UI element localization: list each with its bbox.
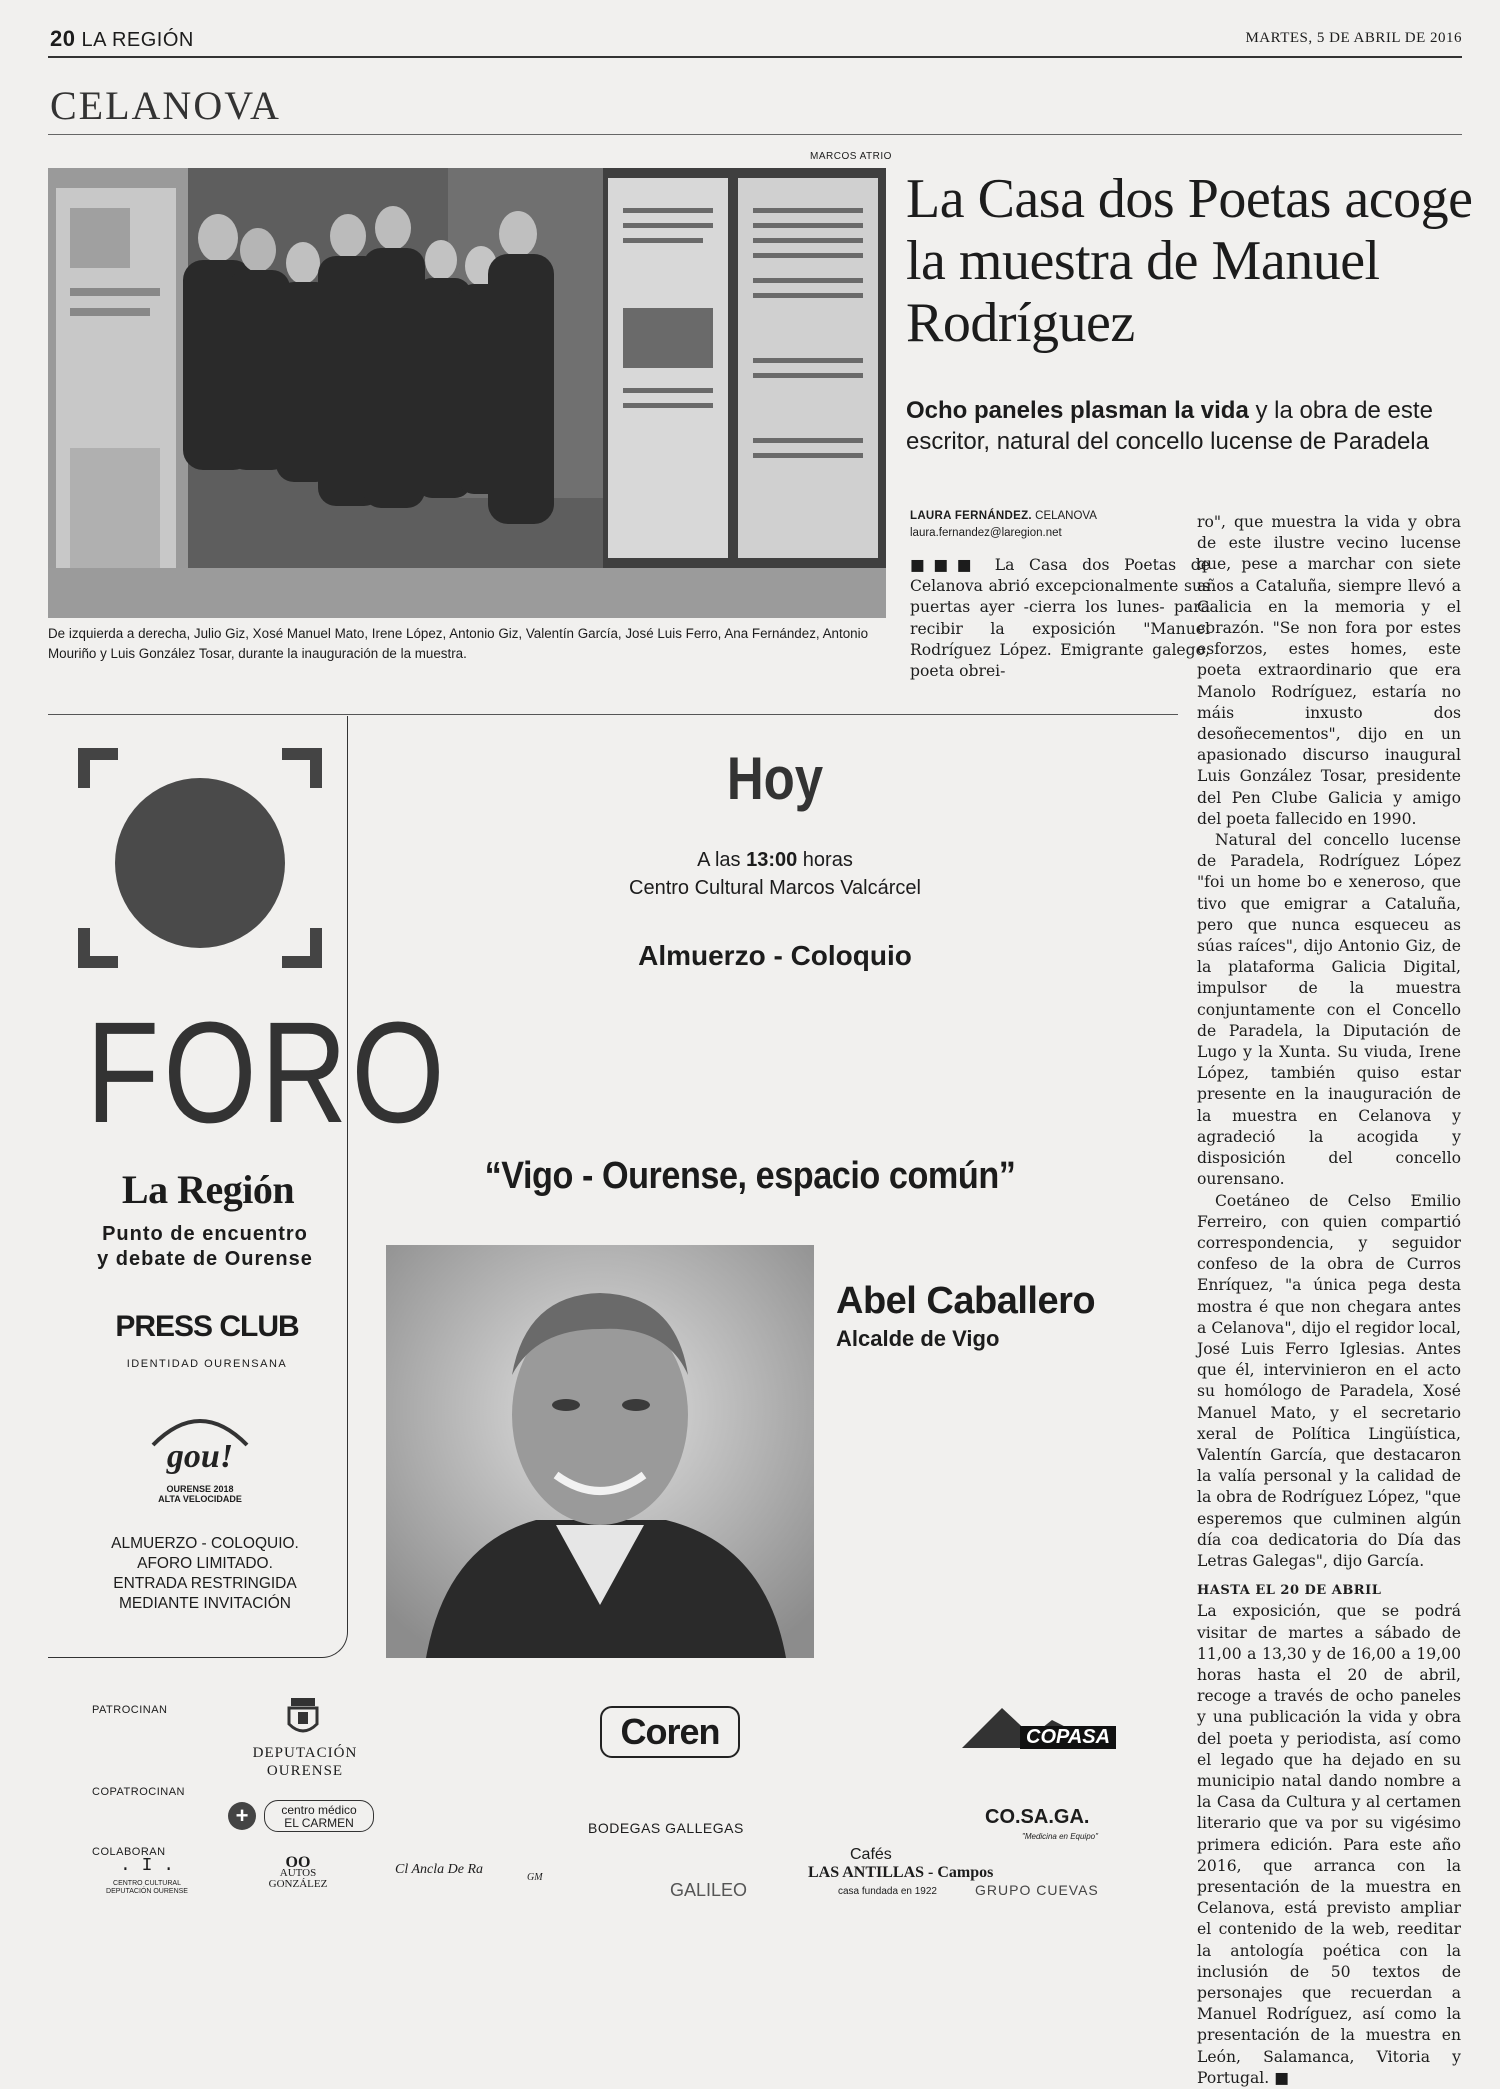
body-paragraph: Coetáneo de Celso Emilio Ferreiro, con quien compartió correspondencia, y seguidor confeso de la obra de Curros Enríquez, "a única pega desta mostra é que non chegara antes a Celanova", dijo el regidor local, José Luis Ferro Iglesias. Antes que él, intervinieron en el acto su homólogo de Paradela, Xosé Manuel Mato, y el secretario xeral de Política Lingüística, Valentín García, que destacaron la valía personal y la calidad de la obra de Rodríguez López, "que esperemos que culminen algún día coa dedicatoria do Día das Letras Galegas", dijo García. [1197,1191,1461,1570]
group-photo [48,168,886,618]
cc-line-2: DEPUTACIÓN OURENSE [106,1888,188,1895]
deputacion-line-2: OURENSE [266,1763,344,1779]
press-club-subtitle: IDENTIDAD OURENSANA [126,1358,288,1370]
speaker-portrait-illustration [386,1245,814,1658]
centro-cultural-logo [92,1880,202,1896]
note-line: MEDIANTE INVITACIÓN [119,1595,291,1612]
frame-corner-br [282,928,322,968]
byline [910,508,1097,542]
event-title: “Vigo - Ourense, espacio común” [484,1155,1016,1197]
cosaga-logo: CO.SA.GA. [985,1806,1090,1828]
article-subhead [906,395,1476,457]
page-folio [50,26,194,52]
body-paragraph [1197,1601,1461,2089]
deputacion-line-1: DEPUTACIÓN [252,1745,358,1761]
cc-line-1: CENTRO CULTURAL [113,1880,181,1887]
note-line: AFORO LIMITADO. [137,1555,273,1572]
paper-name: LA REGIÓN [81,29,194,51]
gou-wordmark: gou! [166,1438,234,1475]
label-colaboran: COLABORAN [92,1846,166,1858]
event-venue: Centro Cultural Marcos Valcárcel [629,877,921,899]
lead-text: La Casa dos Poetas de Celanova abrió excepcionalmente sus puertas ayer -cierra los lunes- para recibir la exposición "Manuel Rodríguez López. Emigrante galego, poeta obrei- [910,556,1210,681]
speaker-role: Alcalde de Vigo [836,1326,1000,1351]
centro-cultural-mark: . I . [119,1856,174,1876]
foro-logo-circle [115,778,285,948]
carmen-line-1: centro médico [281,1803,357,1817]
lead-mark: ■■■ [910,555,981,574]
foro-brand: FORO [86,992,449,1154]
cafes-label: Cafés [850,1846,892,1863]
gou-subtitle [120,1484,280,1504]
section-rule [48,134,1462,135]
gou-sub-2: ALTA VELOCIDADE [158,1494,242,1504]
coren-logo: Coren [600,1706,740,1758]
article-column-2 [1197,512,1461,2089]
issue-date: MARTES, 5 DE ABRIL DE 2016 [1245,30,1462,46]
author-email[interactable]: laura.fernandez@laregion.net [910,527,1062,539]
body-subtitle: HASTA EL 20 DE ABRIL [1197,1583,1382,1599]
cosaga-tagline: "Medicina en Equipo" [1022,1832,1098,1841]
ad-top-rule [48,714,1178,715]
photo-credit: MARCOS ATRIO [810,151,892,162]
event-time [560,846,990,874]
subhead-bold: Ocho paneles plasman la vida [906,397,1249,424]
photo-caption: De izquierda a derecha, Julio Giz, Xosé Manuel Mato, Irene López, Antonio Giz, Valentín García, José Luis Ferro, Ana Fernández, Antonio Mouriño y Luis González Tosar, durante la inauguración de la muestra. [48,626,869,661]
ad-access-note [70,1534,340,1614]
autos-line-2: GONZÁLEZ [268,1878,328,1890]
bodegas-gallegas-logo: BODEGAS GALLEGAS [588,1820,744,1836]
cafes-founded: casa fundada en 1922 [838,1886,937,1897]
end-mark: ■ [1274,2068,1289,2087]
lead-paragraph [910,554,1210,682]
autos-line-1: AUTOS [279,1867,317,1879]
event-type: Almuerzo - Coloquio [638,940,912,971]
frame-corner-bl [78,928,118,968]
article-column-1 [910,554,1210,682]
page-number: 20 [50,26,76,51]
time-prefix: A las [697,849,747,871]
autos-gonzalez-icon: OO [285,1854,311,1871]
plus-icon: + [228,1802,256,1830]
label-copatrocinan: COPATROCINAN [92,1786,185,1798]
author-name: LAURA FERNÁNDEZ. [910,510,1032,522]
tagline-line-2: y debate de Ourense [97,1248,313,1270]
body-paragraph: ro", que muestra la vida y obra de este ilustre vecino lucense que, pese a marchar con siete años a Cataluña, siempre llevó a Galicia en la memoria y el corazón. "Se non fora por estes esforzos, estes homes, este poeta extraordinario que era Manolo Rodríguez, estaría no máis inxusto dos desoñecementos", dijo en un apasionado discurso inaugural Luis González Tosar, presidente del Pen Clube Galicia y amigo del poeta fallecido en 1990. [1197,513,1461,828]
la-region-logo: La Región [121,1167,295,1212]
press-club-logo: PRESS CLUB [115,1310,299,1343]
carmen-line-2: EL CARMEN [284,1816,354,1830]
autos-gonzalez-logo [258,1868,338,1890]
deputacion-crest-icon [283,1694,323,1740]
frame-corner-tl [78,748,118,788]
final-paragraph-text: La exposición, que se podrá visitar de martes a sábado de 11,00 a 13,30 y de 16,00 a 19,00 horas hasta el 20 de abril, recoge a través de ocho paneles y una publicación la vida y obra del poeta y periodista, así como el legado que ha dejado en su municipio natal dando nombre a la Casa da Cultura y al certamen literario que va por su vigésimo primera edición. Para este año 2016, que arranca con la presentación de la muestra en Celanova, está previsto ampliar el contenido de la web, reeditar la antología poética con la inclusión de 50 textos de personajes que recuerdan a Manuel Rodríguez, así como la presentación de la muestra en León, Salamanca, Vitoria y Portugal. [1197,1602,1461,2087]
time-value: 13:00 [746,849,798,871]
speaker-name: Abel Caballero [836,1280,1096,1322]
article-headline: La Casa dos Poetas acoge la muestra de Manuel Rodríguez [906,168,1473,354]
copasa-logo: COPASA [1020,1726,1116,1749]
cafes-las-antillas-logo: LAS ANTILLAS - Campos [808,1864,994,1881]
deputacion-logo [240,1744,370,1780]
foro-tagline [70,1222,340,1272]
time-suffix: horas [797,849,853,871]
gou-logo [145,1405,255,1480]
frame-corner-tr [282,748,322,788]
section-title: CELANOVA [50,83,281,128]
group-photo-illustration [48,168,886,618]
centro-medico-carmen-logo [264,1800,374,1832]
author-location: CELANOVA [1031,510,1097,522]
note-line: ENTRADA RESTRINGIDA [113,1575,297,1592]
speaker-portrait [386,1245,814,1658]
galileo-logo: GALILEO [670,1880,748,1900]
label-patrocinan: PATROCINAN [92,1704,168,1716]
subhead-rest: y la obra de este escritor, natural del concello lucense de Paradela [906,397,1433,455]
body-paragraph: Natural del concello lucense de Paradela, Rodríguez López "foi un home bo e xeneroso, que tivo que emigrar a Cataluña, pero que nunca esqueceu as súas raíces", dijo Antonio Giz, de la plataforma Galicia Digital, impulsor de la muestra conjuntamente con el Concello de Paradela, la Diputación de Lugo y la Xunta. Su viuda, Irene López, también quiso estar presente en la inauguración de la muestra en Celanova y agradeció la acogida y disposición del concello ourensano. [1197,831,1461,1189]
gou-sub-1: OURENSE 2018 [166,1484,234,1494]
grupo-cuevas-logo: GRUPO CUEVAS [975,1882,1099,1898]
header-rule [48,56,1462,58]
tagline-line-1: Punto de encuentro [102,1223,308,1245]
restaurant-logo: Cl Ancla De Ra [395,1862,484,1877]
note-line: ALMUERZO - COLOQUIO. [111,1535,299,1552]
event-day: Hoy [726,745,824,812]
gm-logo: GM [527,1872,543,1883]
